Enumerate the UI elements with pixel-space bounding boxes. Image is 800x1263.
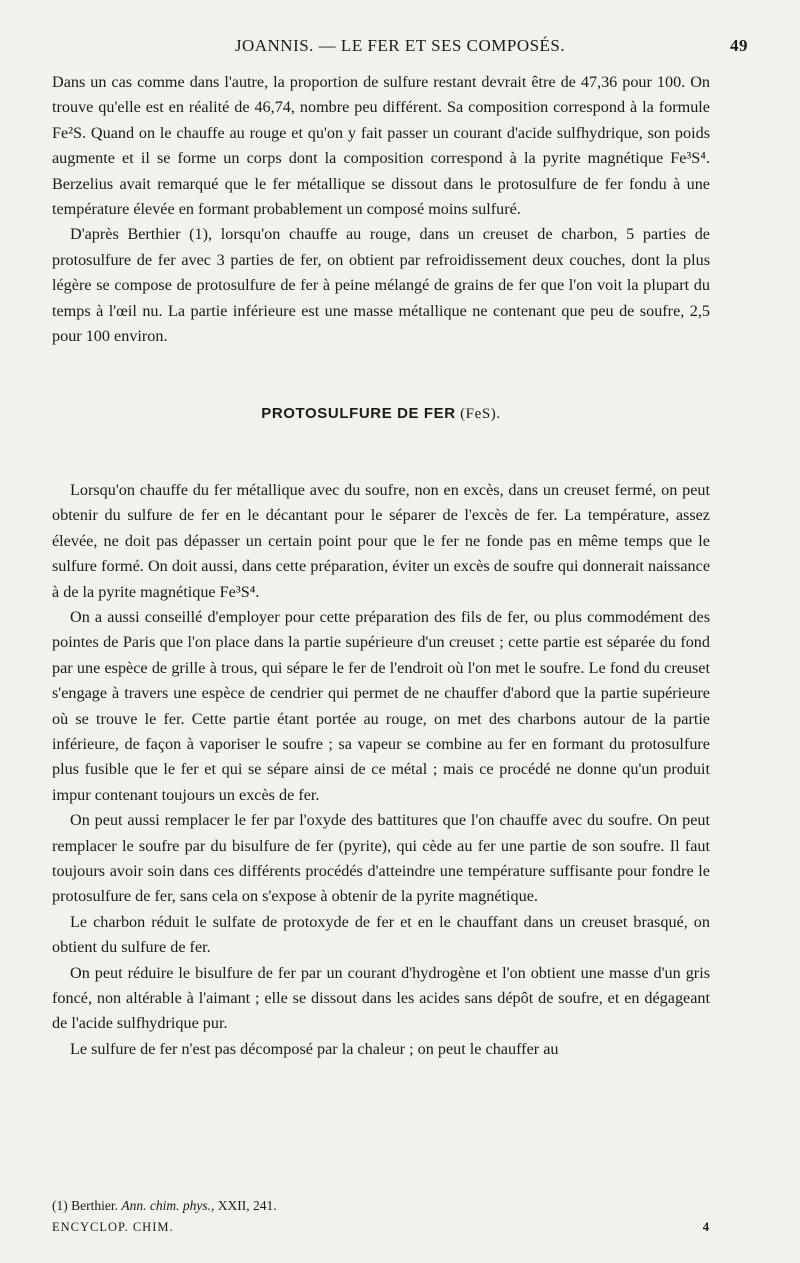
paragraph: On peut aussi remplacer le fer par l'oxyde des battitures que l'on chauffe avec du soufre. On peut remplacer le soufre par du bisulfure de fer (pyrite), qui cède au fer une partie de son soufre. Il faut toujours avoir soin dans ces différents procédés d'atteindre une température suffisante pour fondre le protosulfure de fer, sans cela on s'expose à obtenir de la pyrite magnétique. (52, 811, 710, 906)
paragraph: Le sulfure de fer n'est pas décomposé par la chaleur ; on peut le chauffer au (70, 1039, 559, 1058)
page-number: 49 (730, 36, 748, 55)
body-text (52, 70, 710, 1062)
paragraph: Lorsqu'on chauffe du fer métallique avec du soufre, non en excès, dans un creuset fermé, on peut obtenir du sulfure de fer en le décantant pour le séparer de l'excès de fer. La température, assez élevée, ne doit pas dépasser un certain point pour que le fer ne fonde pas en même temps que le sulfure formé. On doit aussi, dans cette préparation, éviter un excès de soufre qui donnerait naissance à de la pyrite magnétique Fe³S⁴. (52, 480, 710, 601)
footnote-author: Berthier. (71, 1198, 118, 1213)
section-heading-formula: (FeS). (460, 406, 501, 423)
paragraph: D'après Berthier (1), lorsqu'on chauffe au rouge, dans un creuset de charbon, 5 parties de protosulfure de fer avec 3 parties de fer, on obtient par refroidissement deux couches, dont la plus légère se compose de protosulfure de fer à peine mélangé de grains de fer que l'on voit la plupart du temps à l'œil nu. La partie inférieure est une masse métallique ne contenant que peu de soufre, 2,5 pour 100 environ. (52, 225, 710, 346)
signature-mark: ENCYCLOP. CHIM. (52, 1220, 174, 1234)
footnote-reference: Ann. chim. phys., (121, 1198, 215, 1213)
running-header (52, 36, 748, 62)
running-title: JOANNIS. — LE FER ET SES COMPOSÉS. (234, 36, 566, 55)
signature-line (52, 1220, 710, 1235)
section-heading-title: PROTOSULFURE DE FER (261, 405, 456, 423)
footnote (52, 1198, 710, 1214)
footnote-marker: (1) (52, 1198, 68, 1213)
footnote-detail: XXII, 241. (217, 1198, 277, 1213)
signature-number: 4 (702, 1220, 710, 1234)
paragraph: Le charbon réduit le sulfate de protoxyde de fer et en le chauffant dans un creuset brasqué, on obtient du sulfure de fer. (52, 912, 710, 957)
section-heading (52, 401, 710, 427)
paragraph: On a aussi conseillé d'employer pour cette préparation des fils de fer, ou plus commodément des pointes de Paris que l'on place dans la partie supérieure d'un creuset ; cette partie est séparée du fond par une espèce de grille à trous, qui sépare le fer de l'endroit où l'on met le soufre. Le fond du creuset s'engage à travers une espèce de cendrier qui permet de ne chauffer d'abord que la partie supérieure où se trouve le fer. Cette partie étant portée au rouge, on met des charbons autour de la partie inférieure, de façon à vaporiser le soufre ; sa vapeur se combine au fer en formant du protosulfure plus fusible que le fer et qui se sépare ainsi de ce métal ; mais ce procédé ne donne qu'un produit impur contenant toujours un excès de fer. (52, 607, 710, 804)
paragraph: On peut réduire le bisulfure de fer par un courant d'hydrogène et l'on obtient une masse d'un gris foncé, non altérable à l'aimant ; elle se dissout dans les acides sans dépôt de soufre, et en dégageant de l'acide sulfhydrique pur. (52, 963, 710, 1033)
paragraph: Dans un cas comme dans l'autre, la proportion de sulfure restant devrait être de 47,36 pour 100. On trouve qu'elle est en réalité de 46,74, nombre peu différent. Sa composition correspond à la formule Fe²S. Quand on le chauffe au rouge et qu'on y fait passer un courant d'acide sulfhydrique, son poids augmente et il se forme un corps dont la composition correspond à la pyrite magnétique Fe³S⁴. Berzelius avait remarqué que le fer métallique se dissout dans le protosulfure de fer fondu à une température élevée en formant probablement un composé moins sulfuré. (52, 73, 710, 219)
